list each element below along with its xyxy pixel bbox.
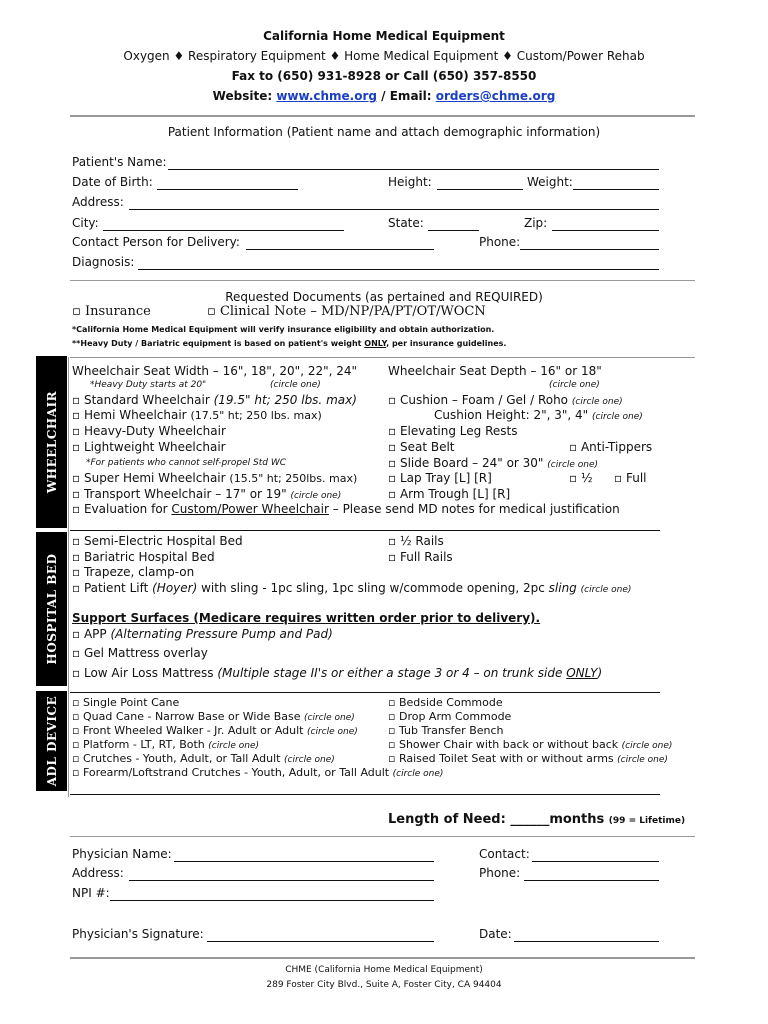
half-tray-option[interactable] [569,471,593,485]
section-label: WHEELCHAIR [44,390,59,494]
option-label: Single Point Cane [82,696,180,709]
checkbox[interactable]: ▫ [72,471,81,485]
option-label: Lightweight Wheelchair [83,440,226,454]
trapeze-option[interactable] [72,565,194,579]
checkbox[interactable]: ▫ [72,766,80,779]
city-label: City: [72,216,99,230]
documents-heading: Requested Documents (as pertained and REQUIRED) [225,290,543,304]
option-label: Raised Toilet Seat with or without arms [398,752,614,765]
single-cane-option[interactable] [72,696,179,709]
option-label: Evaluation for [83,502,172,516]
length-of-need [388,812,685,827]
option-label: ½ [580,471,593,485]
web-email-line [0,89,768,103]
circle-one: (circle one) [304,713,355,723]
zip-label: Zip: [524,216,548,230]
self-propel-note: *For patients who cannot self-propel Std WC [86,458,287,468]
insurance-note: *California Home Medical Equipment will verify insurance eligibility and obtain authorization. [72,325,495,334]
semi-electric-option[interactable] [72,534,243,548]
support-surfaces-heading: Support Surfaces (Medicare requires written order prior to delivery). [72,611,541,625]
checkbox[interactable]: ▫ [388,534,397,548]
option-label: Platform - LT, RT, Both [82,738,205,751]
divider [70,280,695,281]
contact-line: Fax to (650) 931-8928 or Call (650) 357-8550 [231,69,537,83]
option-label: Forearm/Loftstrand Crutches - Youth, Adult, or Tall Adult [82,766,390,779]
option-label: (Multiple stage II's or either a stage 3 or 4 – on trunk side [217,666,567,680]
option-label: Seat Belt [399,440,455,454]
circle-one: (circle one) [580,585,632,595]
checkbox[interactable]: ▫ [72,752,80,765]
option-label: ½ Rails [399,534,444,548]
option-label: (Hoyer) [152,581,198,595]
address-label: Address: [72,195,124,209]
contact-person-field[interactable] [246,249,434,250]
checkbox[interactable]: ▫ [72,487,81,501]
physician-address-label: Address: [72,866,124,880]
option-label: Bedside Commode [398,696,503,709]
dob-field[interactable] [157,189,298,190]
anti-tippers-option[interactable] [569,440,652,454]
city-field[interactable] [103,230,344,231]
low-air-option[interactable] [72,666,602,680]
elevating-option[interactable] [388,424,517,438]
phone-field[interactable] [520,249,659,250]
checkbox[interactable]: ▫ [72,565,81,579]
shower-chair-option[interactable] [388,738,672,751]
cushion-height [434,408,643,422]
footer-company: CHME (California Home Medical Equipment) [285,965,483,975]
state-field[interactable] [428,230,479,231]
checkbox[interactable]: ▫ [388,424,397,438]
crutches-option[interactable] [72,752,335,765]
tub-bench-option[interactable] [388,724,504,737]
checkbox[interactable]: ▫ [207,304,216,319]
checkbox[interactable]: ▫ [72,646,81,660]
checkbox[interactable]: ▫ [72,304,81,319]
address-field[interactable] [129,209,659,210]
seat-width: Wheelchair Seat Width – 16", 18", 20", 22", 24" [72,364,358,378]
checkbox[interactable]: ▫ [72,627,81,641]
option-label: Crutches - Youth, Adult, or Tall Adult [82,752,281,765]
option-label: – Please send MD notes for medical justification [328,502,620,516]
checkbox[interactable]: ▫ [569,471,578,485]
option-label: Gel Mattress overlay [83,646,208,660]
option-label: Shower Chair with back or without back [398,738,619,751]
bariatric-note-c: , per insurance guidelines. [386,339,507,348]
diagnosis-label: Diagnosis: [72,255,135,269]
bariatric-note-a: **Heavy Duty / Bariatric equipment is based on patient's weight [72,339,365,348]
option-label: Front Wheeled Walker - Jr. Adult or Adult [82,724,304,737]
checkbox[interactable]: ▫ [72,738,80,751]
arm-trough-option[interactable] [388,487,510,501]
checkbox[interactable]: ▫ [388,456,397,470]
full-tray-option[interactable] [614,471,647,485]
divider [70,957,695,959]
option-label: Patient Lift [83,581,153,595]
zip-field[interactable] [552,230,659,231]
dob-label: Date of Birth: [72,175,153,189]
physician-phone-label: Phone: [479,866,521,880]
circle-one: (circle one) [617,755,668,765]
option-label: Custom/Power Wheelchair [171,502,329,516]
company-name: California Home Medical Equipment [263,29,505,43]
bariatric-note [72,339,506,348]
option-spec: (17.5" ht; 250 lbs. max) [190,409,322,422]
checkbox[interactable]: ▫ [72,408,81,422]
toilet-seat-option[interactable] [388,752,668,765]
forearm-crutches-option[interactable] [72,766,443,779]
checkbox[interactable]: ▫ [388,550,397,564]
section-label: ADL DEVICE [44,695,59,787]
half-rails-option[interactable] [388,534,444,548]
physician-name-label: Physician Name: [72,847,172,861]
option-label: Low Air Loss Mattress [83,666,218,680]
patient-heading: Patient Information (Patient name and attach demographic information) [167,125,601,139]
checkbox[interactable]: ▫ [72,581,81,595]
circle-one: (circle one) [208,741,260,751]
option-label: ONLY [566,666,598,680]
clinical-note-label: Clinical Note – MD/NP/PA/PT/OT/WOCN [219,304,486,319]
checkbox[interactable]: ▫ [388,724,396,737]
circle-one: (circle one) [571,397,623,407]
option-label: Semi-Electric Hospital Bed [83,534,243,548]
option-label: Transport Wheelchair – 17" or 19" [83,487,287,501]
checkbox[interactable]: ▫ [72,440,81,454]
option-label: Slide Board – 24" or 30" [399,456,544,470]
quad-cane-option[interactable] [72,710,355,723]
checkbox[interactable]: ▫ [388,471,397,485]
checkbox[interactable]: ▫ [72,424,81,438]
section-rule [68,357,69,797]
option-label: Anti-Tippers [580,440,653,454]
platform-option[interactable] [72,738,259,751]
bedside-commode-option[interactable] [388,696,503,709]
full-rails-option[interactable] [388,550,453,564]
option-label: with sling - 1pc sling, 1pc sling w/commode opening, 2pc [197,581,549,595]
divider [70,357,695,358]
circle-one: (circle one) [290,491,342,501]
circle-one: (circle one) [592,412,643,422]
checkbox[interactable]: ▫ [72,710,80,723]
checkbox[interactable]: ▫ [388,487,397,501]
website-link[interactable]: www.chme.org [276,89,377,103]
diagnosis-field[interactable] [138,269,659,270]
checkbox[interactable]: ▫ [72,666,81,680]
option-label: Full Rails [399,550,453,564]
contact-person-label: Contact Person for Delivery: [72,235,240,249]
lap-tray-option[interactable] [388,471,492,485]
checkbox[interactable]: ▫ [72,534,81,548]
seat-belt-option[interactable] [388,440,455,454]
signature-field[interactable] [207,941,434,942]
walker-option[interactable] [72,724,358,737]
insurance-label: Insurance [84,304,151,319]
checkbox[interactable]: ▫ [388,752,396,765]
checkbox[interactable]: ▫ [569,440,578,454]
signature-label: Physician's Signature: [72,927,204,941]
footer-address: 289 Foster City Blvd., Suite A, Foster City, CA 94404 [266,980,502,990]
section-tab-hospital-bed [36,532,67,686]
app-option[interactable] [72,627,333,641]
email-label: / Email: [377,89,436,103]
heavy-duty-option[interactable] [72,424,226,438]
option-label: Lap Tray [L] [R] [399,471,492,485]
circle-one: (circle one) [270,380,321,390]
section-tab-wheelchair [36,356,67,528]
evaluation-option[interactable] [72,502,620,516]
option-spec: (19.5" ht; 250 lbs. max) [213,393,357,407]
option-label: (Alternating Pressure Pump and Pad) [110,627,333,641]
phone-label: Phone: [479,235,521,249]
option-label: Cushion Height: 2", 3", 4" [434,408,589,422]
physician-contact-label: Contact: [479,847,530,861]
date-field[interactable] [514,941,659,942]
option-label: Elevating Leg Rests [399,424,518,438]
checkbox[interactable]: ▫ [388,710,396,723]
patient-name-label: Patient's Name: [72,155,167,169]
state-label: State: [388,216,424,230]
insurance-option[interactable] [72,304,151,319]
option-label: Quad Cane - Narrow Base or Wide Base [82,710,301,723]
circle-one: (circle one) [392,769,444,779]
patient-name-field[interactable] [168,169,659,170]
drop-arm-option[interactable] [388,710,511,723]
option-label: Tub Transfer Bench [398,724,504,737]
option-label: APP [83,627,111,641]
length-note: (99 = Lifetime) [608,816,686,826]
circle-one: (circle one) [549,380,600,390]
weight-label: Weight: [527,175,573,189]
option-label: Hemi Wheelchair [83,408,187,422]
option-label: Standard Wheelchair [83,393,210,407]
option-label: sling [548,581,577,595]
hemi-wheelchair-option[interactable] [72,408,322,422]
option-spec: (15.5" ht; 250lbs. max) [229,472,358,485]
option-label: Cushion – Foam / Gel / Roho [399,393,569,407]
slide-board-option[interactable] [388,456,598,470]
circle-one: (circle one) [283,755,335,765]
divider [70,836,695,837]
option-label: Arm Trough [L] [R] [399,487,511,501]
physician-address-field[interactable] [129,880,434,881]
divider [70,530,660,531]
option-label: ) [597,666,603,680]
option-label: Trapeze, clamp-on [83,565,195,579]
patient-lift-option[interactable] [72,581,631,595]
option-label: Super Hemi Wheelchair [83,471,226,485]
checkbox[interactable]: ▫ [388,440,397,454]
option-label: Bariatric Hospital Bed [83,550,215,564]
checkbox[interactable]: ▫ [72,550,81,564]
date-label: Date: [479,927,512,941]
bariatric-note-b: ONLY [364,339,387,348]
gel-mattress-option[interactable] [72,646,208,660]
weight-field[interactable] [573,189,659,190]
checkbox[interactable]: ▫ [388,696,396,709]
email-link[interactable]: orders@chme.org [435,89,556,103]
circle-one: (circle one) [621,741,673,751]
standard-wheelchair-option[interactable] [72,393,357,407]
length-label: Length of Need: ______months [388,812,605,827]
transport-option[interactable] [72,487,341,501]
option-label: Heavy-Duty Wheelchair [83,424,226,438]
lightweight-option[interactable] [72,440,226,454]
circle-one: (circle one) [306,727,358,737]
divider [70,794,660,795]
physician-phone-field[interactable] [524,880,659,881]
clinical-note-option[interactable] [207,304,486,319]
section-tab-adl [36,691,67,791]
checkbox[interactable]: ▫ [388,738,396,751]
physician-name-field[interactable] [174,861,434,862]
cushion-option[interactable] [388,393,623,407]
checkbox[interactable]: ▫ [72,393,81,407]
checkbox[interactable]: ▫ [72,502,81,516]
checkbox[interactable]: ▫ [388,393,397,407]
circle-one: (circle one) [547,460,599,470]
section-label: HOSPITAL BED [44,553,59,665]
npi-label: NPI #: [72,886,110,900]
divider [70,692,660,693]
height-field[interactable] [437,189,523,190]
bariatric-bed-option[interactable] [72,550,215,564]
option-label: Drop Arm Commode [398,710,512,723]
checkbox[interactable]: ▫ [614,471,623,485]
services-line: Oxygen ♦ Respiratory Equipment ♦ Home Medical Equipment ♦ Custom/Power Rehab [123,49,645,63]
physician-contact-field[interactable] [532,861,659,862]
divider [70,115,695,117]
heavy-duty-note: *Heavy Duty starts at 20" [90,380,207,390]
npi-field[interactable] [110,900,434,901]
height-label: Height: [388,175,432,189]
checkbox[interactable]: ▫ [72,724,80,737]
option-label: Full [625,471,647,485]
checkbox[interactable]: ▫ [72,696,80,709]
super-hemi-option[interactable] [72,471,357,485]
seat-depth: Wheelchair Seat Depth – 16" or 18" [388,364,602,378]
website-label: Website: [212,89,277,103]
